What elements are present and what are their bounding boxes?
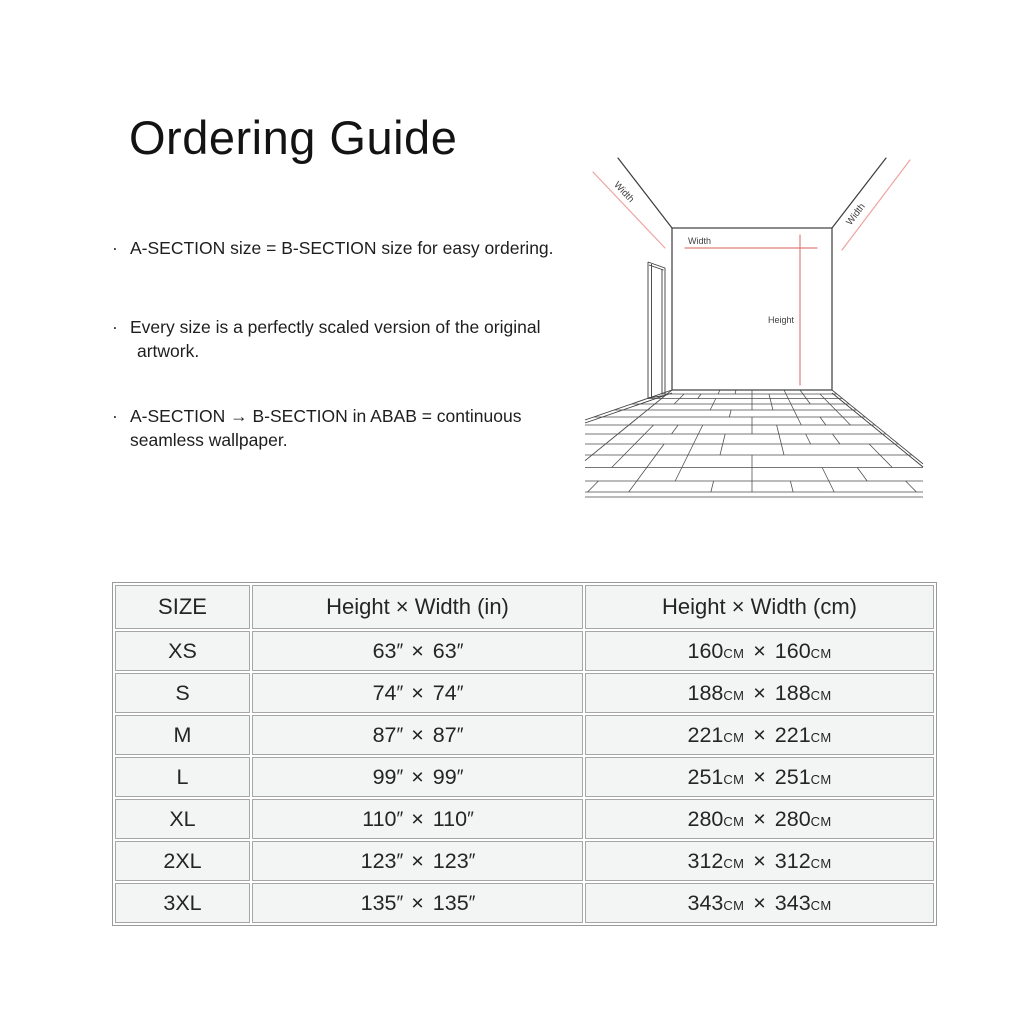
cm-cell: 280CM × 280CM [585, 799, 934, 839]
size-cell: S [115, 673, 250, 713]
table-row [115, 673, 934, 713]
width-label-ceiling-left: Width [611, 179, 637, 205]
room-diagram [575, 140, 940, 500]
header-size: SIZE [115, 585, 250, 629]
bullet-text: A-SECTION → B-SECTION in ABAB = continuous seamless wallpaper. [130, 406, 522, 450]
bullet-text: Every size is a perfectly scaled version of the original artwork. [130, 317, 541, 361]
floor-tiles [585, 390, 923, 497]
cm-cell: 343CM × 343CM [585, 883, 934, 923]
size-cell: 3XL [115, 883, 250, 923]
bullet-scaled-artwork [112, 316, 540, 363]
inches-cell: 87″ × 87″ [252, 715, 583, 755]
inches-cell: 63″ × 63″ [252, 631, 583, 671]
header-inches: Height × Width (in) [252, 585, 583, 629]
table-row [115, 757, 934, 797]
cm-cell: 312CM × 312CM [585, 841, 934, 881]
cm-cell: 251CM × 251CM [585, 757, 934, 797]
back-wall [672, 228, 832, 390]
bullet-seamless-wallpaper [112, 405, 521, 452]
bullet-dot: · [112, 317, 118, 337]
size-cell: XL [115, 799, 250, 839]
table-row [115, 799, 934, 839]
bullet-easy-ordering [112, 237, 554, 261]
inches-cell: 110″ × 110″ [252, 799, 583, 839]
cm-cell: 188CM × 188CM [585, 673, 934, 713]
table-row [115, 715, 934, 755]
table-row [115, 841, 934, 881]
table-row [115, 883, 934, 923]
inches-cell: 74″ × 74″ [252, 673, 583, 713]
size-cell: 2XL [115, 841, 250, 881]
size-cell: M [115, 715, 250, 755]
table-row [115, 631, 934, 671]
bullet-dot: · [112, 406, 118, 426]
size-cell: L [115, 757, 250, 797]
width-label-ceiling-right: Width [844, 201, 868, 228]
bullet-text: A-SECTION size = B-SECTION size for easy ordering. [130, 238, 554, 258]
inches-cell: 99″ × 99″ [252, 757, 583, 797]
size-cell: XS [115, 631, 250, 671]
inches-cell: 135″ × 135″ [252, 883, 583, 923]
header-cm: Height × Width (cm) [585, 585, 934, 629]
bullet-dot: · [112, 238, 118, 258]
cm-cell: 160CM × 160CM [585, 631, 934, 671]
door [648, 262, 665, 398]
height-label-wall: Height [767, 315, 794, 325]
page-title: Ordering Guide [129, 111, 458, 164]
table-header-row [115, 585, 934, 629]
left-wall-base [585, 390, 672, 423]
width-label-wall: Width [688, 236, 712, 246]
inches-cell: 123″ × 123″ [252, 841, 583, 881]
size-table [112, 582, 937, 926]
cm-cell: 221CM × 221CM [585, 715, 934, 755]
